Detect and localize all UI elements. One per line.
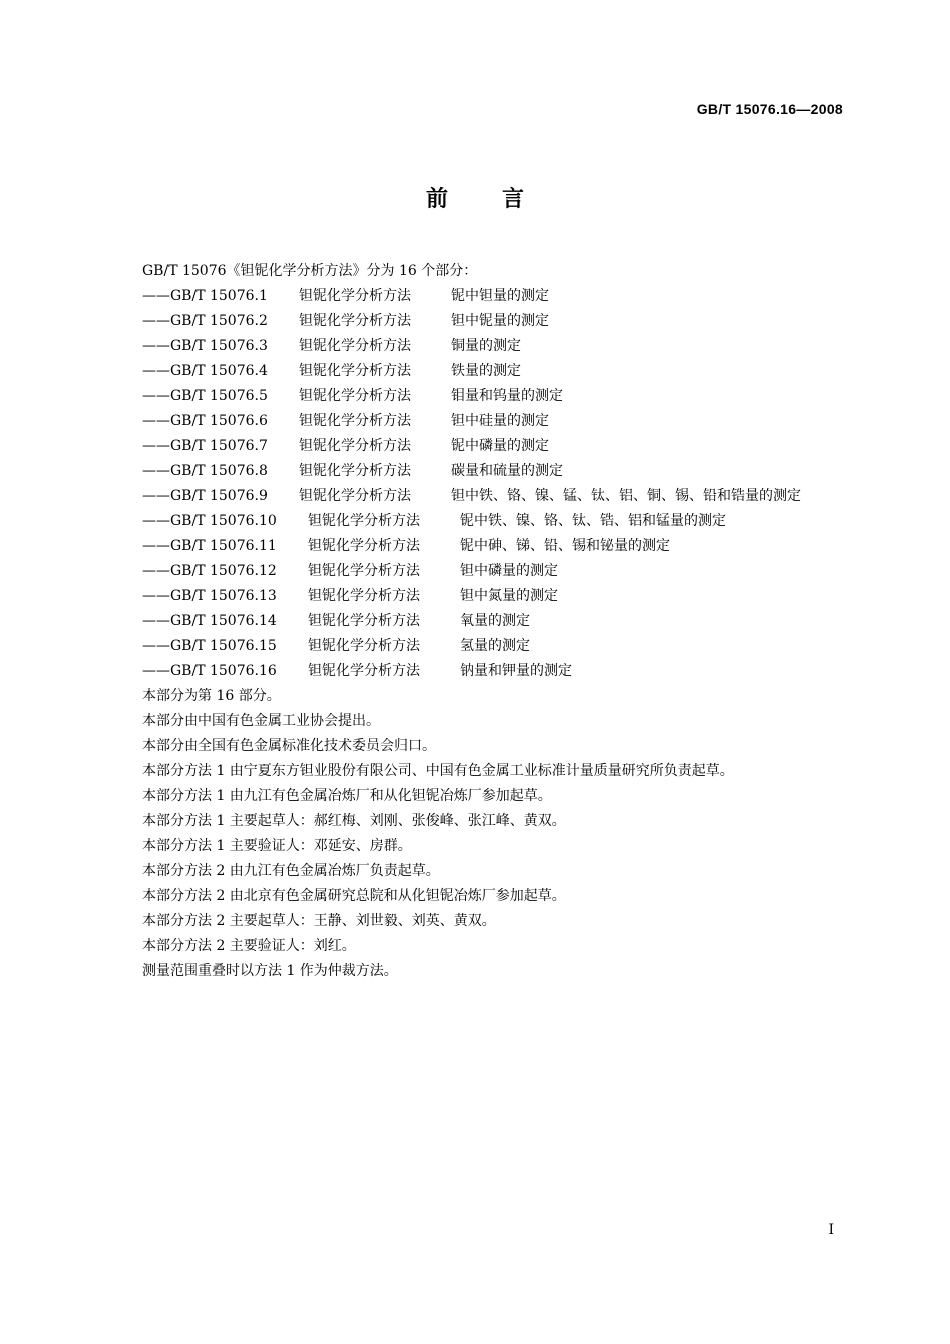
standard-code: GB/T 15076.16—2008 [696, 101, 843, 117]
part-line [142, 634, 862, 659]
part-name: 钽中硅量的测定 [451, 413, 549, 429]
part-line [142, 559, 862, 584]
part-name: 钽中铁、铬、镍、锰、钛、铝、铜、锡、铅和锆量的测定 [451, 488, 801, 504]
part-code: ——GB/T 15076.6 [142, 413, 268, 429]
page-number: I [828, 1222, 834, 1238]
part-name: 钽中氮量的测定 [460, 588, 558, 604]
part-line [142, 459, 862, 484]
statement-line: 本部分方法 2 主要起草人：王静、刘世毅、刘英、黄双。 [142, 913, 496, 929]
part-code: ——GB/T 15076.15 [142, 638, 277, 654]
part-code: ——GB/T 15076.10 [142, 513, 277, 529]
part-line [142, 584, 862, 609]
statement-line: 本部分方法 1 主要起草人：郝红梅、刘刚、张俊峰、张江峰、黄双。 [142, 813, 566, 829]
statement-line: 本部分由全国有色金属标准化技术委员会归口。 [142, 738, 436, 754]
part-code: ——GB/T 15076.12 [142, 563, 277, 579]
part-code: ——GB/T 15076.11 [142, 538, 277, 554]
part-series: 钽铌化学分析方法 [299, 363, 411, 379]
page-title: 前言 [425, 187, 578, 212]
parts-list [142, 284, 862, 684]
part-name: 碳量和硫量的测定 [451, 463, 563, 479]
part-series: 钽铌化学分析方法 [299, 438, 411, 454]
part-line [142, 609, 862, 634]
statement-line: 本部分为第 16 部分。 [142, 688, 281, 704]
part-name: 铌中砷、锑、铅、锡和铋量的测定 [460, 538, 670, 554]
part-code: ——GB/T 15076.7 [142, 438, 268, 454]
part-name: 钼量和钨量的测定 [451, 388, 563, 404]
part-name: 钽中铌量的测定 [451, 313, 549, 329]
part-series: 钽铌化学分析方法 [299, 338, 411, 354]
part-series: 钽铌化学分析方法 [308, 538, 420, 554]
part-name: 氢量的测定 [460, 638, 530, 654]
part-code: ——GB/T 15076.1 [142, 288, 268, 304]
part-name: 铁量的测定 [451, 363, 521, 379]
part-line [142, 509, 862, 534]
part-name: 钠量和钾量的测定 [460, 663, 572, 679]
statement-line: 本部分方法 1 由宁夏东方钽业股份有限公司、中国有色金属工业标准计量质量研究所负责起草。 [142, 763, 734, 779]
part-code: ——GB/T 15076.9 [142, 488, 268, 504]
part-series: 钽铌化学分析方法 [299, 488, 411, 504]
part-code: ——GB/T 15076.3 [142, 338, 268, 354]
part-line [142, 534, 862, 559]
part-series: 钽铌化学分析方法 [299, 463, 411, 479]
part-line [142, 359, 862, 384]
statement-line: 本部分方法 1 主要验证人：邓延安、房群。 [142, 838, 412, 854]
statements-list [142, 684, 862, 984]
foreword-body [142, 259, 862, 984]
part-code: ——GB/T 15076.5 [142, 388, 268, 404]
statement-line: 本部分方法 2 由九江有色金属冶炼厂负责起草。 [142, 863, 440, 879]
part-code: ——GB/T 15076.16 [142, 663, 277, 679]
part-name: 铌中钽量的测定 [451, 288, 549, 304]
part-name: 氧量的测定 [460, 613, 530, 629]
part-name: 铌中磷量的测定 [451, 438, 549, 454]
part-series: 钽铌化学分析方法 [299, 388, 411, 404]
statement-line: 本部分方法 1 由九江有色金属冶炼厂和从化钽铌冶炼厂参加起草。 [142, 788, 552, 804]
part-line [142, 484, 862, 509]
part-series: 钽铌化学分析方法 [308, 588, 420, 604]
part-line [142, 309, 862, 334]
part-name: 铌中铁、镍、铬、钛、锆、铝和锰量的测定 [460, 513, 726, 529]
part-series: 钽铌化学分析方法 [299, 313, 411, 329]
part-line [142, 384, 862, 409]
part-code: ——GB/T 15076.4 [142, 363, 268, 379]
part-code: ——GB/T 15076.8 [142, 463, 268, 479]
statement-line: 测量范围重叠时以方法 1 作为仲裁方法。 [142, 963, 398, 979]
part-name: 钽中磷量的测定 [460, 563, 558, 579]
part-series: 钽铌化学分析方法 [299, 288, 411, 304]
statement-line: 本部分方法 2 由北京有色金属研究总院和从化钽铌冶炼厂参加起草。 [142, 888, 566, 904]
part-series: 钽铌化学分析方法 [308, 513, 420, 529]
part-series: 钽铌化学分析方法 [308, 638, 420, 654]
part-code: ——GB/T 15076.2 [142, 313, 268, 329]
part-code: ——GB/T 15076.14 [142, 613, 277, 629]
part-line [142, 284, 862, 309]
part-series: 钽铌化学分析方法 [299, 413, 411, 429]
part-line [142, 409, 862, 434]
part-line [142, 334, 862, 359]
intro-line: GB/T 15076《钽铌化学分析方法》分为 16 个部分： [142, 263, 478, 279]
part-line [142, 434, 862, 459]
part-line [142, 659, 862, 684]
part-series: 钽铌化学分析方法 [308, 613, 420, 629]
part-series: 钽铌化学分析方法 [308, 663, 420, 679]
statement-line: 本部分方法 2 主要验证人：刘红。 [142, 938, 356, 954]
part-code: ——GB/T 15076.13 [142, 588, 277, 604]
statement-line: 本部分由中国有色金属工业协会提出。 [142, 713, 380, 729]
part-series: 钽铌化学分析方法 [308, 563, 420, 579]
part-name: 铜量的测定 [451, 338, 521, 354]
